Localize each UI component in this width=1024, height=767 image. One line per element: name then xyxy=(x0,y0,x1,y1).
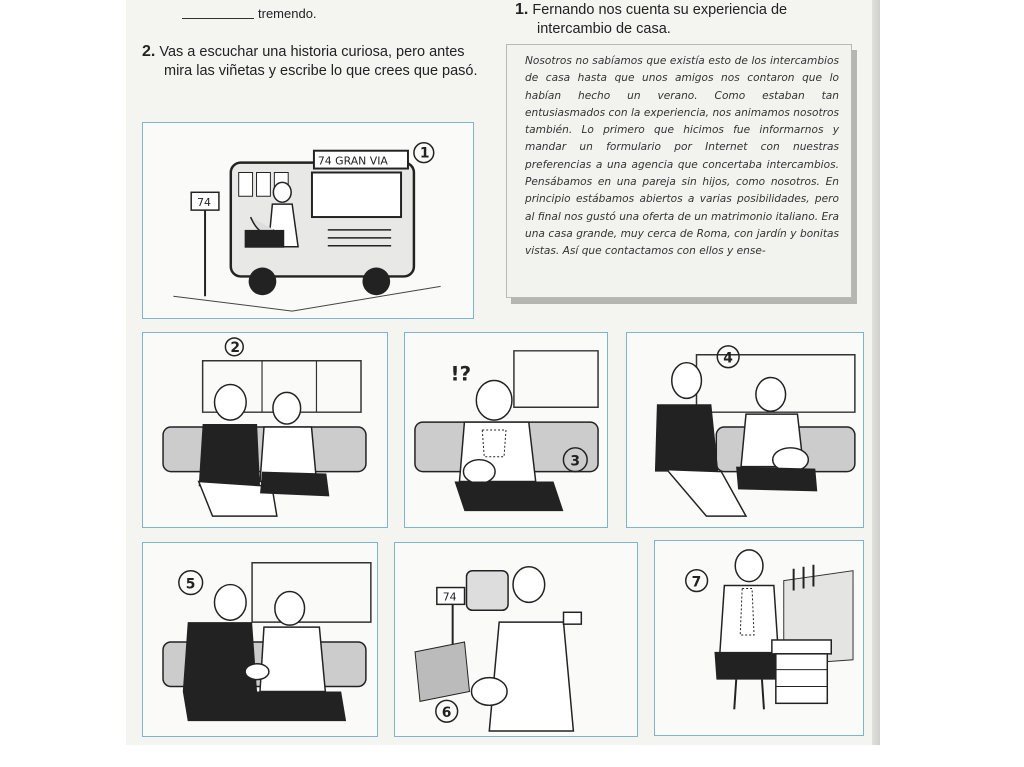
panel-number: 7 xyxy=(691,574,702,591)
comic-panel-1 xyxy=(142,122,474,319)
woman-at-home-illustration xyxy=(655,541,863,735)
bus-arrival-illustration xyxy=(143,123,473,318)
panel-number: 2 xyxy=(230,339,240,356)
exercise-2-instructions xyxy=(142,42,502,81)
story-text: Nosotros no sabíamos que existía esto de los intercambios de casa hasta que unos amigos nos contaron que lo habían hecho un verano. Como estaban tan entusiasmados con la experiencia, nos animamos nosotros también. Lo primero que hicimos fue informarnos y mandar un formulario por Internet con nuestras preferencias a una agencia que concertaba intercambios. Pensábamos en una pareja sin hijos, como nosotros. En principio estábamos abiertos a varias posibilidades, pero al final nos gustó una oferta de un matrimonio italiano. Era una casa grande, muy cerca de Roma, con jardín y bonitas vistas. Así que contactamos con ellos y ense- xyxy=(525,55,840,258)
exclamation-mark: !? xyxy=(450,362,472,386)
bus-destination-sign: 74 GRAN VIA xyxy=(317,154,388,168)
exercise-1-line2: intercambio de casa. xyxy=(537,21,671,37)
story-text-box xyxy=(506,44,852,298)
comic-panel-3 xyxy=(404,332,608,528)
previous-exercise-word: tremendo. xyxy=(258,6,317,21)
exercise-2-number: 2. xyxy=(142,43,156,60)
comic-panel-6 xyxy=(394,542,638,737)
panel-number: 3 xyxy=(570,453,580,470)
exercise-2-line2: mira las viñetas y escribe lo que crees que pasó. xyxy=(164,63,478,79)
bus-stop-sign: 74 xyxy=(197,196,211,210)
exercise-1-number: 1. xyxy=(515,1,529,18)
exercise-1-line1: Fernando nos cuenta su experiencia de xyxy=(532,2,788,18)
woman-at-stop-illustration xyxy=(395,543,637,736)
exercise-2-line1: Vas a escuchar una historia curiosa, pero antes xyxy=(159,44,465,60)
page-edge-shadow xyxy=(872,0,880,745)
answer-blank xyxy=(182,18,254,19)
accusation-illustration xyxy=(627,333,863,527)
surprised-woman-illustration xyxy=(405,333,607,527)
comic-panel-4 xyxy=(626,332,864,528)
panel-number: 4 xyxy=(723,350,733,367)
comic-panel-2 xyxy=(142,332,388,528)
bus-stop-sign: 74 xyxy=(442,590,457,604)
panel-number: 1 xyxy=(419,145,430,162)
wallet-argument-illustration xyxy=(143,543,377,736)
panel-number: 6 xyxy=(441,705,452,722)
comic-panel-7 xyxy=(654,540,864,736)
comic-panel-5 xyxy=(142,542,378,737)
seated-passengers-illustration xyxy=(143,333,387,527)
exercise-1-instructions xyxy=(515,0,835,39)
panel-number: 5 xyxy=(185,576,196,593)
